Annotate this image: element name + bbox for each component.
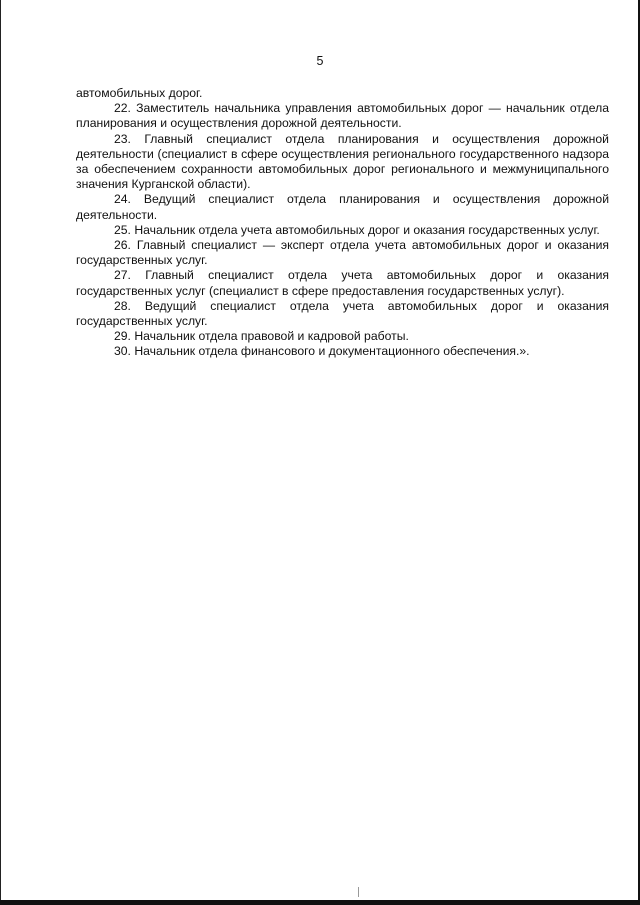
paragraph-continuation: автомобильных дорог. [76,86,203,100]
list-item-25: 25. Начальник отдела учета автомобильных дорог и оказания государственных услуг. [114,222,600,237]
list-item-23: 23. Главный специалист отдела планирования и осуществления дорожной деятельности (специалист в сфере осуществления регионального государственного надзора за обеспечением сохранности автомобильных дорог регионального и межмуниципального значения Курганской области). [76,131,609,192]
list-item-28: 28. Ведущий специалист отдела учета автомобильных дорог и оказания государственных услуг. [76,298,609,329]
list-item-30: 30. Начальник отдела финансового и документационного обеспечения.». [114,344,530,359]
document-body [76,86,609,360]
list-item-22: 22. Заместитель начальника управления автомобильных дорог — начальник отдела планирования и осуществления дорожной деятельности. [76,101,609,131]
list-item-24: 24. Ведущий специалист отдела планирования и осуществления дорожной деятельности. [76,192,609,222]
scan-artifact-mark [358,887,359,897]
scan-edge-left [0,0,1,905]
scan-edge-bottom [0,900,640,905]
list-item-27: 27. Главный специалист отдела учета автомобильных дорог и оказания государственных услуг (специалист в сфере предоставления государственных услуг). [76,268,609,298]
list-item-26: 26. Главный специалист — эксперт отдела учета автомобильных дорог и оказания государственных услуг. [76,238,609,268]
page-number: 5 [316,54,324,68]
list-item-29: 29. Начальник отдела правовой и кадровой работы. [114,329,409,344]
